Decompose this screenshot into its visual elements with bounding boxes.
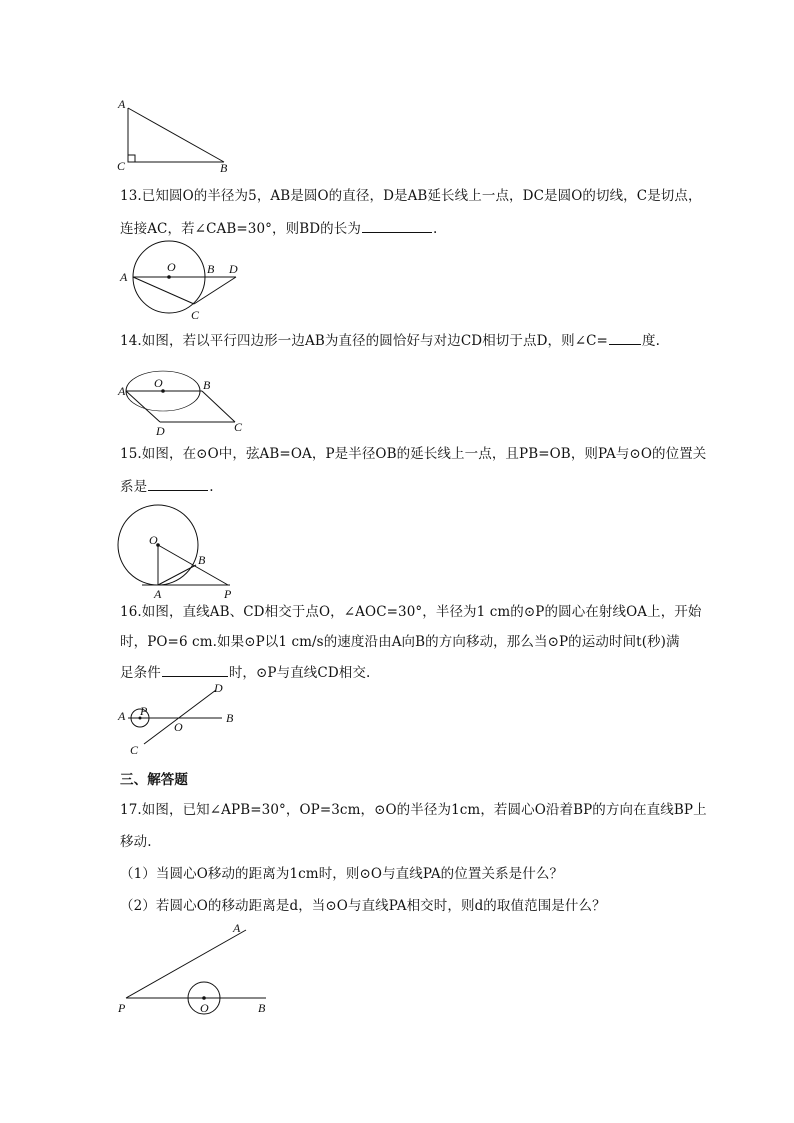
answer-blank-15[interactable]: [148, 476, 208, 491]
label-a: A: [118, 384, 126, 398]
figure-problem-14: [116, 370, 256, 440]
label-p: P: [118, 1001, 126, 1015]
section-heading-solutions: 三、解答题: [120, 772, 188, 788]
figure-right-triangle: [112, 96, 242, 176]
label-c: C: [117, 159, 126, 173]
label-d: D: [156, 424, 165, 438]
ray-pa: [126, 930, 246, 998]
right-angle-mark: [128, 155, 135, 162]
problem-17-line-1: 17.如图，已知∠APB=30°，OP=3cm，⊙O的半径为1cm，若圆心O沿着BP的方向在直线BP上: [120, 802, 707, 818]
answer-blank-14[interactable]: [609, 330, 641, 345]
label-c: C: [234, 420, 243, 434]
problem-15-text: 系是: [120, 479, 148, 495]
center-o: [167, 275, 171, 279]
problem-13-end: .: [432, 221, 438, 237]
label-o: O: [149, 533, 158, 547]
label-a: A: [118, 97, 126, 111]
problem-13-line-2: [120, 218, 710, 239]
problem-16-text: 足条件: [120, 665, 161, 681]
figure-problem-16: [116, 681, 246, 757]
segment-ab: [128, 108, 224, 162]
problem-15-end: .: [209, 479, 214, 495]
chord-ab: [158, 565, 196, 585]
label-d: D: [229, 262, 238, 276]
segment-bc: [202, 391, 235, 422]
problem-13-line-1: 13.已知圆O的半径为5，AB是圆O的直径，D是AB延长线上一点，DC是圆O的切线，C是切点，: [120, 188, 702, 204]
segment-ac: [133, 277, 194, 304]
label-c: C: [191, 308, 200, 322]
label-a: A: [154, 587, 162, 601]
segment-ad: [126, 391, 160, 422]
problem-14-text: 14.如图，若以平行四边形一边AB为直径的圆恰好与对边CD相切于点D，则∠C=: [120, 333, 608, 349]
label-a: A: [233, 921, 241, 935]
line-cd: [144, 690, 216, 744]
answer-blank-13[interactable]: [362, 218, 432, 233]
problem-14-line-1: [120, 330, 710, 351]
figure-problem-17: [116, 921, 276, 1016]
problem-16-line-2: 时，PO=6 cm.如果⊙P以1 cm/s的速度沿由A向B的方向移动，那么当⊙P的运动时间t(秒)满: [120, 634, 680, 650]
problem-13-text: 连接AC，若∠CAB=30°，则BD的长为: [120, 221, 361, 237]
label-o: O: [200, 1001, 209, 1015]
label-o: O: [154, 376, 163, 390]
tangent-dc: [194, 277, 236, 304]
label-d: D: [214, 681, 223, 695]
label-p: P: [224, 587, 232, 601]
label-a: A: [120, 270, 128, 284]
label-b: B: [226, 711, 234, 725]
problem-16-line-1: 16.如图，直线AB、CD相交于点O，∠AOC=30°，半径为1 cm的⊙P的圆心在射线OA上，开始: [120, 604, 702, 620]
label-p: P: [140, 704, 148, 718]
problem-14-end: 度.: [641, 333, 660, 349]
problem-15-line-2: [120, 476, 710, 497]
center-o: [202, 996, 206, 1000]
label-b: B: [198, 553, 206, 567]
label-b: B: [220, 161, 228, 175]
figure-problem-15: [116, 506, 246, 604]
label-c: C: [130, 743, 139, 757]
problem-16-line-3: [120, 662, 710, 683]
problem-15-line-1: 15.如图，在⊙O中，弦AB=OA，P是半径OB的延长线上一点，且PB=OB，则PA与⊙O的位置关: [120, 446, 707, 462]
label-a: A: [118, 709, 126, 723]
figure-problem-13: [116, 240, 256, 324]
problem-16-end: 时，⊙P与直线CD相交.: [228, 665, 371, 681]
problem-17-question-2: （2）若圆心O的移动距离是d，当⊙O与直线PA相交时，则d的取值范围是什么？: [120, 898, 606, 914]
problem-17-question-1: （1）当圆心O移动的距离为1cm时，则⊙O与直线PA的位置关系是什么？: [120, 866, 564, 882]
label-b: B: [203, 378, 211, 392]
problem-17-line-2: 移动.: [120, 834, 152, 850]
answer-blank-16[interactable]: [162, 662, 228, 677]
label-o: O: [167, 260, 176, 274]
label-b: B: [207, 262, 215, 276]
label-o: O: [174, 720, 183, 734]
label-b: B: [258, 1001, 266, 1015]
